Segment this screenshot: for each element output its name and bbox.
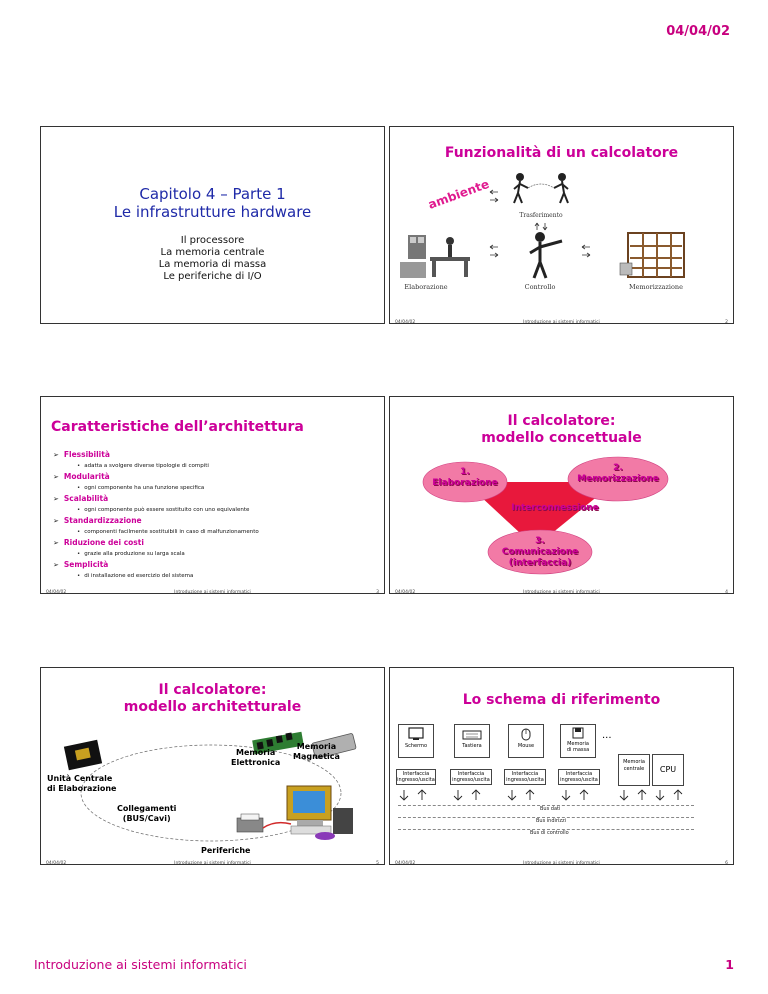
- bus-arrows: [390, 788, 733, 804]
- shelves-icon: [620, 233, 684, 277]
- device-label: Schermo: [404, 743, 428, 749]
- topic-item: La memoria centrale: [160, 247, 265, 258]
- controller-person-icon: [530, 232, 562, 278]
- list-heading: ➢ Standardizzazione: [53, 516, 142, 525]
- monitor-icon: [408, 727, 424, 741]
- footer-page: 3: [376, 590, 379, 594]
- footer-date: 04/04/02: [395, 320, 416, 324]
- list-subitem: • ogni componente può essere sostituito con uno equivalente: [77, 507, 250, 513]
- arrow-bullet-icon: ➢: [53, 473, 59, 481]
- slide-3-title: Caratteristiche dell’architettura: [51, 419, 304, 435]
- slide-5: [40, 667, 385, 865]
- comunicazione-label: 3. Comunicazione (interfaccia): [501, 536, 579, 568]
- arrow-bullet-icon: ➢: [53, 539, 59, 547]
- footer-page: 2: [725, 320, 728, 324]
- memoria-magnetica-label: Memoria Magnetica: [293, 742, 340, 761]
- functionality-diagram: [390, 167, 733, 317]
- bus-controllo-label: Bus di controllo: [530, 830, 569, 836]
- footer-course: Introduzione ai sistemi informatici: [523, 861, 600, 865]
- arrow-bullet-icon: ➢: [53, 517, 59, 525]
- footer-date: 04/04/02: [395, 861, 416, 865]
- footer-course: Introduzione ai sistemi informatici: [523, 590, 600, 594]
- list-subitem: • di installazione ed esercizio del sistema: [77, 573, 194, 579]
- bus-indirizzi-label: Bus indirizzi: [536, 818, 566, 824]
- controllo-label: Controllo: [524, 283, 556, 291]
- interfaccia-box: Interfaccia ingresso/uscita: [397, 771, 435, 783]
- footer-course: Introduzione ai sistemi informatici: [174, 861, 251, 865]
- slide-6-title: Lo schema di riferimento: [462, 692, 661, 708]
- slide-6: [389, 667, 734, 865]
- device-tastiera: [454, 724, 490, 758]
- arrow-bullet-icon: ➢: [53, 561, 59, 569]
- interfaccia-box: Interfaccia ingresso/uscita: [558, 769, 600, 785]
- collegamenti-label: Collegamenti (BUS/Cavi): [117, 804, 177, 823]
- footer-page: 6: [725, 861, 728, 865]
- interfaccia-box: Interfaccia ingresso/uscita: [504, 769, 546, 785]
- arrow-bullet-icon: ➢: [53, 451, 59, 459]
- device-label: Tastiera: [462, 743, 482, 749]
- elaborazione-label: 1. Elaborazione: [432, 467, 498, 488]
- people-transfer-icon: [514, 173, 568, 203]
- ambiente-label: ambiente: [426, 176, 492, 212]
- interfaccia-box: Interfaccia ingresso/uscita: [450, 769, 492, 785]
- list-heading: ➢ Riduzione dei costi: [53, 538, 144, 547]
- list-subitem: • grazie alla produzione su larga scala: [77, 551, 185, 557]
- footer-date: 04/04/02: [46, 861, 67, 865]
- trasferimento-label: Trasferimento: [519, 212, 563, 219]
- unita-centrale-label: Unità Centrale di Elaborazione: [47, 774, 117, 793]
- desk-worker-icon: [400, 235, 470, 278]
- device-schermo: [398, 724, 434, 758]
- device-memoria-massa: Memoria di massa: [560, 724, 596, 758]
- slide-4-title-line2: modello concettuale: [481, 430, 642, 446]
- memorizzazione-label: 2. Memorizzazione: [577, 463, 659, 484]
- header-date: 04/04/02: [666, 24, 730, 39]
- interconnessione-label: Interconnessione: [511, 503, 599, 513]
- slide-2: [389, 126, 734, 324]
- footer-page: 4: [725, 590, 728, 594]
- more-devices-ellipsis: ...: [602, 730, 612, 741]
- slide-5-title-line1: Il calcolatore:: [158, 682, 267, 698]
- page-number: 1: [725, 957, 734, 972]
- slide-3: [40, 396, 385, 594]
- periferiche-label: Periferiche: [201, 846, 251, 855]
- topic-item: Le periferiche di I/O: [163, 271, 262, 282]
- elaborazione-label: Elaborazione: [404, 283, 448, 291]
- footer-date: 04/04/02: [395, 590, 416, 594]
- slide-1-title: [41, 185, 384, 221]
- bus-dati-label: Bus dati: [540, 806, 561, 812]
- slide-5-title-line2: modello architetturale: [123, 699, 302, 715]
- up-down-arrow-icon: [400, 790, 682, 800]
- device-label: Mouse: [517, 743, 535, 749]
- slide-1-title-line1: Capitolo 4 – Parte 1: [139, 185, 286, 203]
- footer-page: 5: [376, 861, 379, 865]
- footer-date: 04/04/02: [46, 590, 67, 594]
- slide-4-title-line1: Il calcolatore:: [507, 413, 616, 429]
- footer-course: Introduzione ai sistemi informatici: [174, 590, 251, 594]
- topic-item: La memoria di massa: [158, 259, 267, 270]
- keyboard-icon: [462, 727, 482, 741]
- memoria-elettronica-label: Memoria Elettronica: [231, 748, 281, 767]
- list-heading: ➢ Scalabilità: [53, 494, 109, 503]
- slide-2-title: Funzionalità di un calcolatore: [444, 145, 679, 161]
- device-mouse: [508, 724, 544, 758]
- footer-course: Introduzione ai sistemi informatici: [523, 320, 600, 324]
- cpu-chip-icon: [64, 740, 102, 771]
- pc-peripherals-icon: [237, 786, 353, 840]
- slide-1-title-line2: Le infrastrutture hardware: [113, 203, 312, 221]
- memoria-centrale-box: Memoria centrale: [618, 754, 650, 786]
- arrow-bullet-icon: ➢: [53, 495, 59, 503]
- memorizzazione-label: Memorizzazione: [629, 283, 683, 291]
- slide-1: [40, 126, 385, 324]
- floppy-disk-icon: [572, 727, 584, 739]
- list-heading: ➢ Flessibilità: [53, 450, 110, 459]
- list-subitem: • componenti facilmente sostituibili in caso di malfunzionamento: [77, 529, 259, 535]
- architecture-diagram: [41, 668, 384, 864]
- cpu-box: CPU: [652, 754, 684, 786]
- list-heading: ➢ Modularità: [53, 472, 110, 481]
- list-subitem: • ogni componente ha una funzione specifica: [77, 485, 205, 491]
- slide-1-topics: [41, 235, 384, 283]
- list-heading: ➢ Semplicità: [53, 560, 109, 569]
- mouse-icon: [520, 727, 532, 741]
- list-subitem: • adatta a svolgere diverse tipologie di compiti: [77, 463, 209, 469]
- topic-item: Il processore: [180, 235, 245, 246]
- page-footer-course: Introduzione ai sistemi informatici: [34, 957, 247, 972]
- slide-4: [389, 396, 734, 594]
